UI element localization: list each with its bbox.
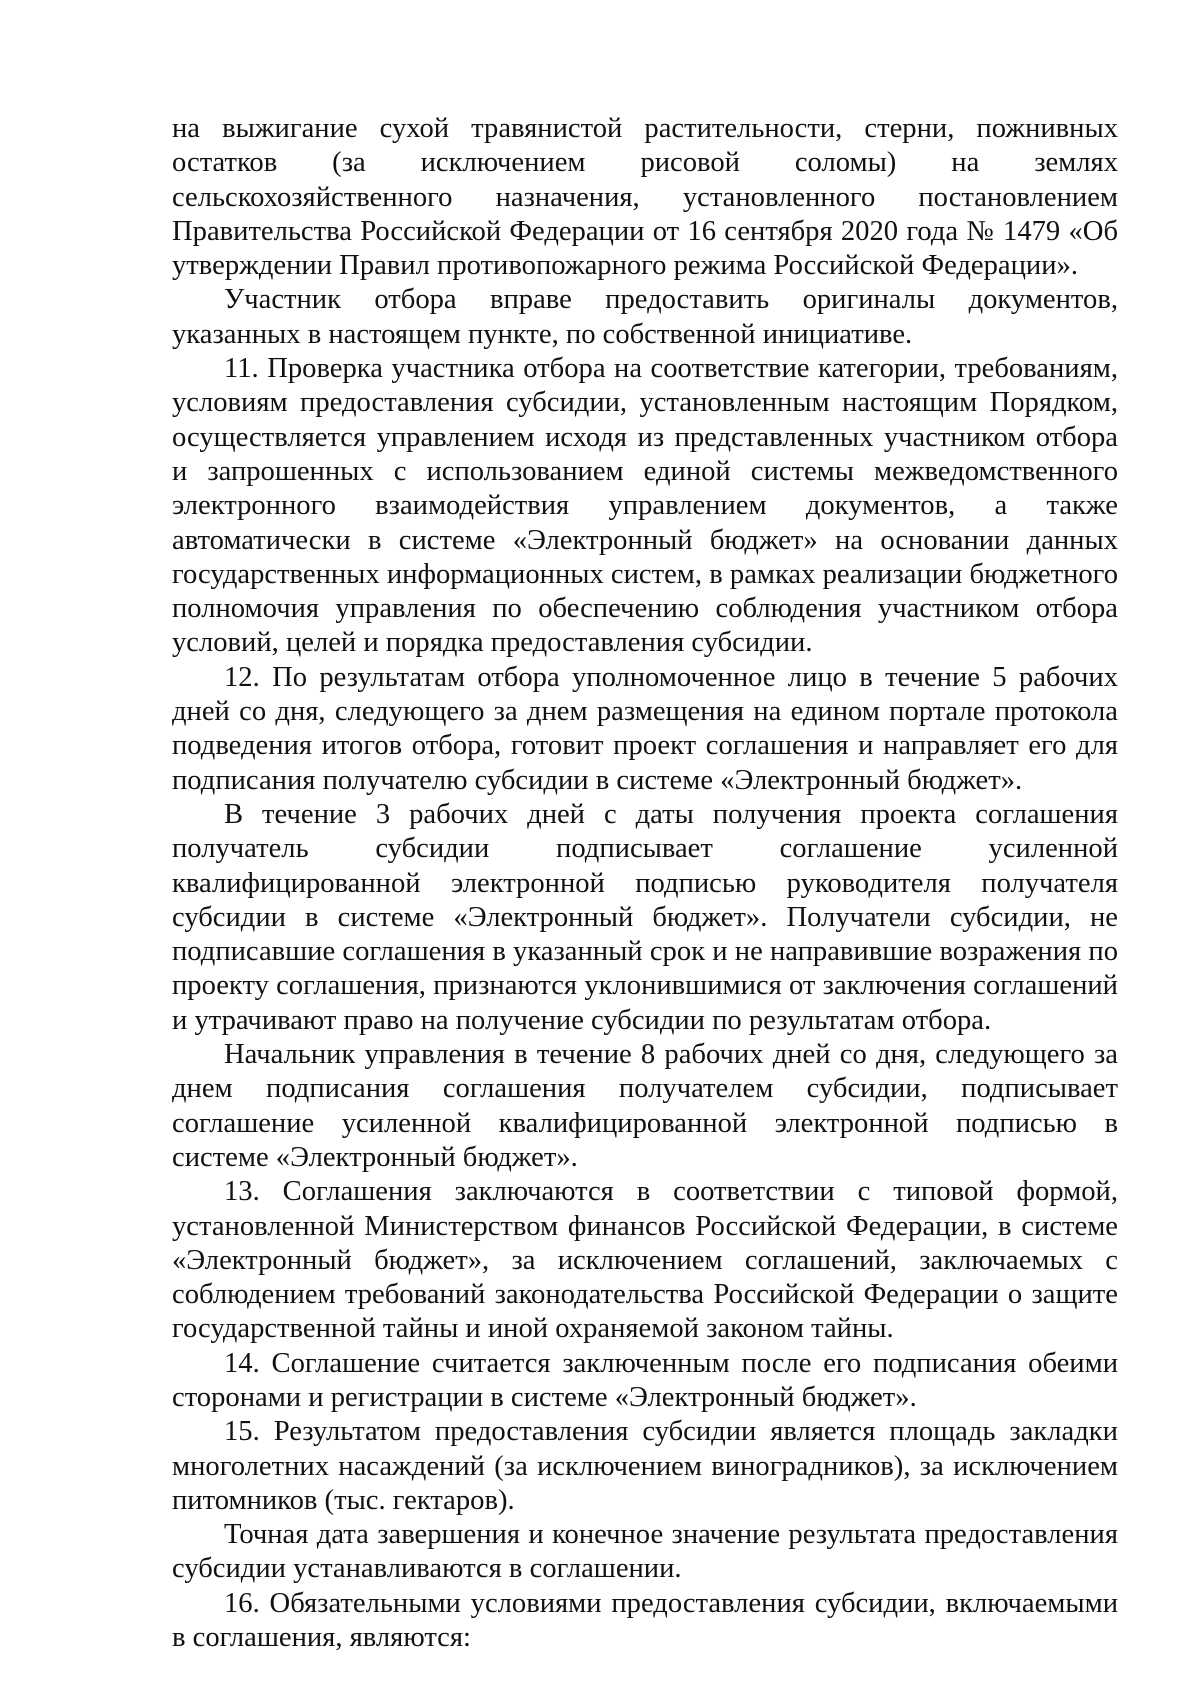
paragraph-clause-14: 14. Соглашение считается заключенным после его подписания обеими сторонами и регистрации в системе «Электронный бюджет». — [172, 1347, 1118, 1413]
paragraph-result-date: Точная дата завершения и конечное значение результата предоставления субсидии устанавливаются в соглашении. — [172, 1519, 1118, 1585]
paragraph-signing-term: В течение 3 рабочих дней с даты получения проекта соглашения получатель субсидии подписывает соглашение усиленной квалифицированной электронной подписью руководителя получателя субсидии в системе «Электронный бюджет». Получатели субсидии, не подписавшие соглашения в указанный срок и не направившие возражения по проекту соглашения, признаются уклонившимися от заключения соглашений и утрачивают право на получение субсидии по результатам отбора. — [172, 798, 1118, 1036]
paragraph-clause-16: 16. Обязательными условиями предоставления субсидии, включаемыми в соглашения, являются: — [172, 1587, 1118, 1654]
paragraph-clause-12: 12. По результатам отбора уполномоченное лицо в течение 5 рабочих дней со дня, следующего за днем размещения на едином портале протокола подведения итогов отбора, готовит проект соглашения и направляет его для подписания получателю субсидии в системе «Электронный бюджет». — [172, 661, 1118, 796]
paragraph-clause-15: 15. Результатом предоставления субсидии является площадь закладки многолетних насаждений (за исключением виноградников), за исключением питомников (тыс. гектаров). — [172, 1416, 1118, 1516]
paragraph-originals-right: Участник отбора вправе предоставить оригиналы документов, указанных в настоящем пункте, по собственной инициативе. — [172, 284, 1118, 350]
paragraph-clause-13: 13. Соглашения заключаются в соответствии с типовой формой, установленной Министерством финансов Российской Федерации, в системе «Электронный бюджет», за исключением соглашений, заключаемых с соблюдением требований законодательства Российской Федерации о защите государственной тайны и иной охраняемой законом тайны. — [172, 1176, 1118, 1345]
document-page — [172, 112, 1118, 1655]
paragraph-continuation: на выжигание сухой травянистой растительности, стерни, пожнивных остатков (за исключением рисовой соломы) на землях сельскохозяйственного назначения, установленного постановлением Правительства Российской Федерации от 16 сентября 2020 года № 1479 «Об утверждении Правил противопожарного режима Российской Федерации». — [172, 113, 1118, 282]
paragraph-clause-11: 11. Проверка участника отбора на соответствие категории, требованиям, условиям предоставления субсидии, установленным настоящим Порядком, осуществляется управлением исходя из представленных участником отбора и запрошенных с использованием единой системы межведомственного электронного взаимодействия управлением документов, а также автоматически в системе «Электронный бюджет» на основании данных государственных информационных систем, в рамках реализации бюджетного полномочия управления по обеспечению соблюдения участником отбора условий, целей и порядка предоставления субсидии. — [172, 353, 1118, 659]
paragraph-head-signing: Начальник управления в течение 8 рабочих дней со дня, следующего за днем подписания соглашения получателем субсидии, подписывает соглашение усиленной квалифицированной электронной подписью в системе «Электронный бюджет». — [172, 1039, 1118, 1173]
